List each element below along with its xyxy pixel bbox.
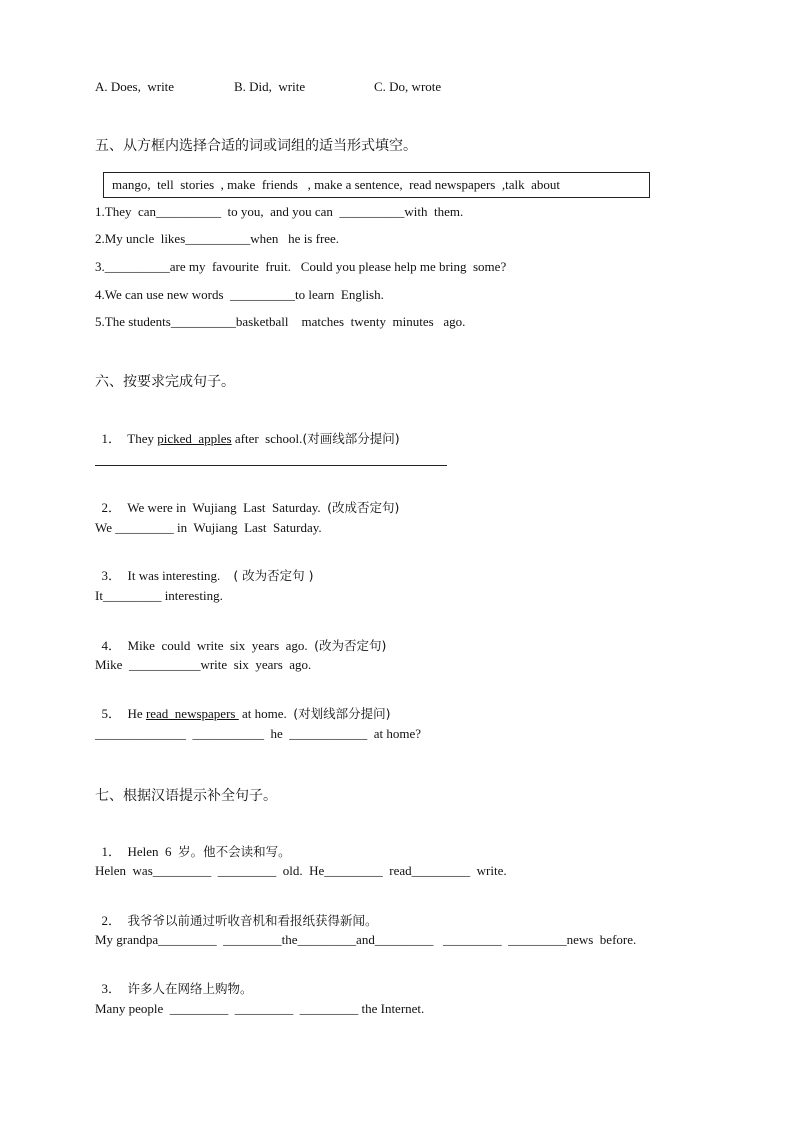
s5-item-2: 2.My uncle likes__________when he is free. [95,231,340,246]
q-text: It was interesting. [127,568,234,583]
s6-q3 [95,552,314,584]
s7-q3 [95,965,253,997]
section5-heading: 五、从方框内选择合适的词或词组的适当形式填空。 [95,138,417,154]
option-c: C. Do, wrote [374,79,442,94]
s7-a2: My grandpa_________ _________the_________and_________ _________ _________news before. [95,932,637,947]
instruction-note: (对划线部分提问) [293,706,391,721]
q-number: 1． [101,844,122,859]
chinese-prompt: 我爷爷以前通过听收音机和看报纸获得新闻。 [127,913,378,928]
instruction-note: (对画线部分提问) [302,431,400,446]
s5-item-1: 1.They can__________ to you, and you can __________with them. [95,204,464,219]
q-text: He [127,706,146,721]
s6-q2 [95,484,399,516]
q-text: Helen 6 [127,844,179,859]
s6-a3: It_________ interesting. [95,588,223,603]
s5-item-5: 5.The students__________basketball matches twenty minutes ago. [95,314,466,329]
instruction-note: ( 改为否定句 ) [233,568,314,583]
q-number: 2． [101,500,122,515]
s6-a4: Mike ___________write six years ago. [95,657,312,672]
q-number: 4． [101,638,122,653]
q-text: after school. [231,431,303,446]
instruction-note: (改成否定句) [327,500,400,515]
chinese-prompt: 许多人在网络上购物。 [127,981,253,996]
chinese-prompt: 岁。他不会读和写。 [178,844,291,859]
section6-heading: 六、按要求完成句子。 [95,374,235,390]
q-number: 2． [101,913,122,928]
s7-a3: Many people _________ _________ _________ the Internet. [95,1001,425,1016]
instruction-note: (改为否定句) [314,638,387,653]
s6-q5 [95,690,390,722]
underlined-phrase: read newspapers [145,706,239,721]
q-number: 3． [101,568,122,583]
option-a: A. Does, write [95,79,175,94]
section7-heading: 七、根据汉语提示补全句子。 [95,788,277,804]
q-text: They [127,431,158,446]
q-number: 1． [101,431,122,446]
underlined-phrase: picked apples [157,431,232,446]
q-text: We were in Wujiang Last Saturday. [127,500,328,515]
q-text: at home. [238,706,294,721]
s6-a2: We _________ in Wujiang Last Saturday. [95,520,322,535]
s7-a1: Helen was_________ _________ old. He_________ read_________ write. [95,863,507,878]
q-text: Mike could write six years ago. [127,638,315,653]
s7-q1 [95,828,291,860]
q-number: 5． [101,706,122,721]
option-b: B. Did, write [234,79,306,94]
word-box-text: mango, tell stories , make friends , make a sentence, read newspapers ,talk about [112,177,560,192]
answer-line [95,465,447,466]
q-number: 3． [101,981,122,996]
word-box [103,172,650,198]
s5-item-3: 3.__________are my favourite fruit. Could you please help me bring some? [95,259,507,274]
s6-q1 [95,415,400,447]
s5-item-4: 4.We can use new words __________to learn English. [95,287,384,302]
s6-a5: ______________ ___________ he ____________ at home? [95,726,422,741]
s7-q2 [95,897,378,929]
s6-q4 [95,622,386,654]
